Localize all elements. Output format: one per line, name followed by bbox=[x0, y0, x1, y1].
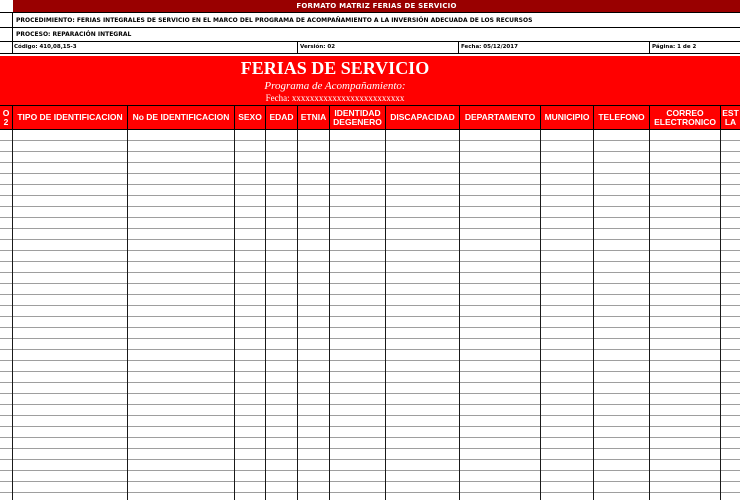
column-header[interactable]: No DE IDENTIFICACION bbox=[128, 106, 235, 129]
proceso-row bbox=[0, 28, 740, 42]
version-text: Versión: 02 bbox=[300, 44, 336, 50]
banner-title: FERIAS DE SERVICIO bbox=[240, 58, 430, 78]
column-header[interactable]: IDENTIDAD DEGENERO bbox=[330, 106, 386, 129]
pagina-text: Página: 1 de 2 bbox=[652, 44, 697, 50]
column-header[interactable]: MUNICIPIO bbox=[541, 106, 594, 129]
column-header[interactable]: DEPARTAMENTO bbox=[460, 106, 541, 129]
header-banner bbox=[0, 56, 740, 105]
banner-fecha: Fecha: xxxxxxxxxxxxxxxxxxxxxxxxx bbox=[265, 93, 405, 103]
column-header[interactable]: O 2 bbox=[0, 106, 13, 129]
column-header[interactable]: DISCAPACIDAD bbox=[386, 106, 460, 129]
procedimiento-text: PROCEDIMIENTO: FERIAS INTEGRALES DE SERVICIO EN EL MARCO DEL PROGRAMA DE ACOMPAÑAMIENTO A LA INVERSIÓN ADECUADA DE LOS RECURSOS bbox=[16, 17, 533, 24]
codigo-text: Código: 410,08,15-3 bbox=[14, 44, 77, 50]
column-header[interactable]: CORREO ELECTRONICO bbox=[650, 106, 721, 129]
procedimiento-row bbox=[0, 13, 740, 28]
column-header[interactable]: ETNIA bbox=[298, 106, 330, 129]
column-header-row bbox=[0, 105, 740, 130]
format-title-row bbox=[0, 0, 740, 13]
column-header[interactable]: SEXO bbox=[235, 106, 266, 129]
format-title: FORMATO MATRIZ FERIAS DE SERVICIO bbox=[13, 0, 740, 12]
column-header[interactable]: TIPO DE IDENTIFICACION bbox=[13, 106, 128, 129]
fecha-doc-text: Fecha: 05/12/2017 bbox=[461, 44, 518, 50]
column-header[interactable]: EDAD bbox=[266, 106, 298, 129]
column-header[interactable]: EST LA bbox=[722, 107, 739, 127]
data-grid[interactable] bbox=[0, 130, 740, 500]
proceso-text: PROCESO: REPARACIÓN INTEGRAL bbox=[16, 31, 132, 38]
banner-subtitle: Programa de Acompañamiento: bbox=[264, 80, 406, 92]
column-header[interactable]: TELEFONO bbox=[594, 106, 650, 129]
codigo-row bbox=[0, 42, 740, 54]
